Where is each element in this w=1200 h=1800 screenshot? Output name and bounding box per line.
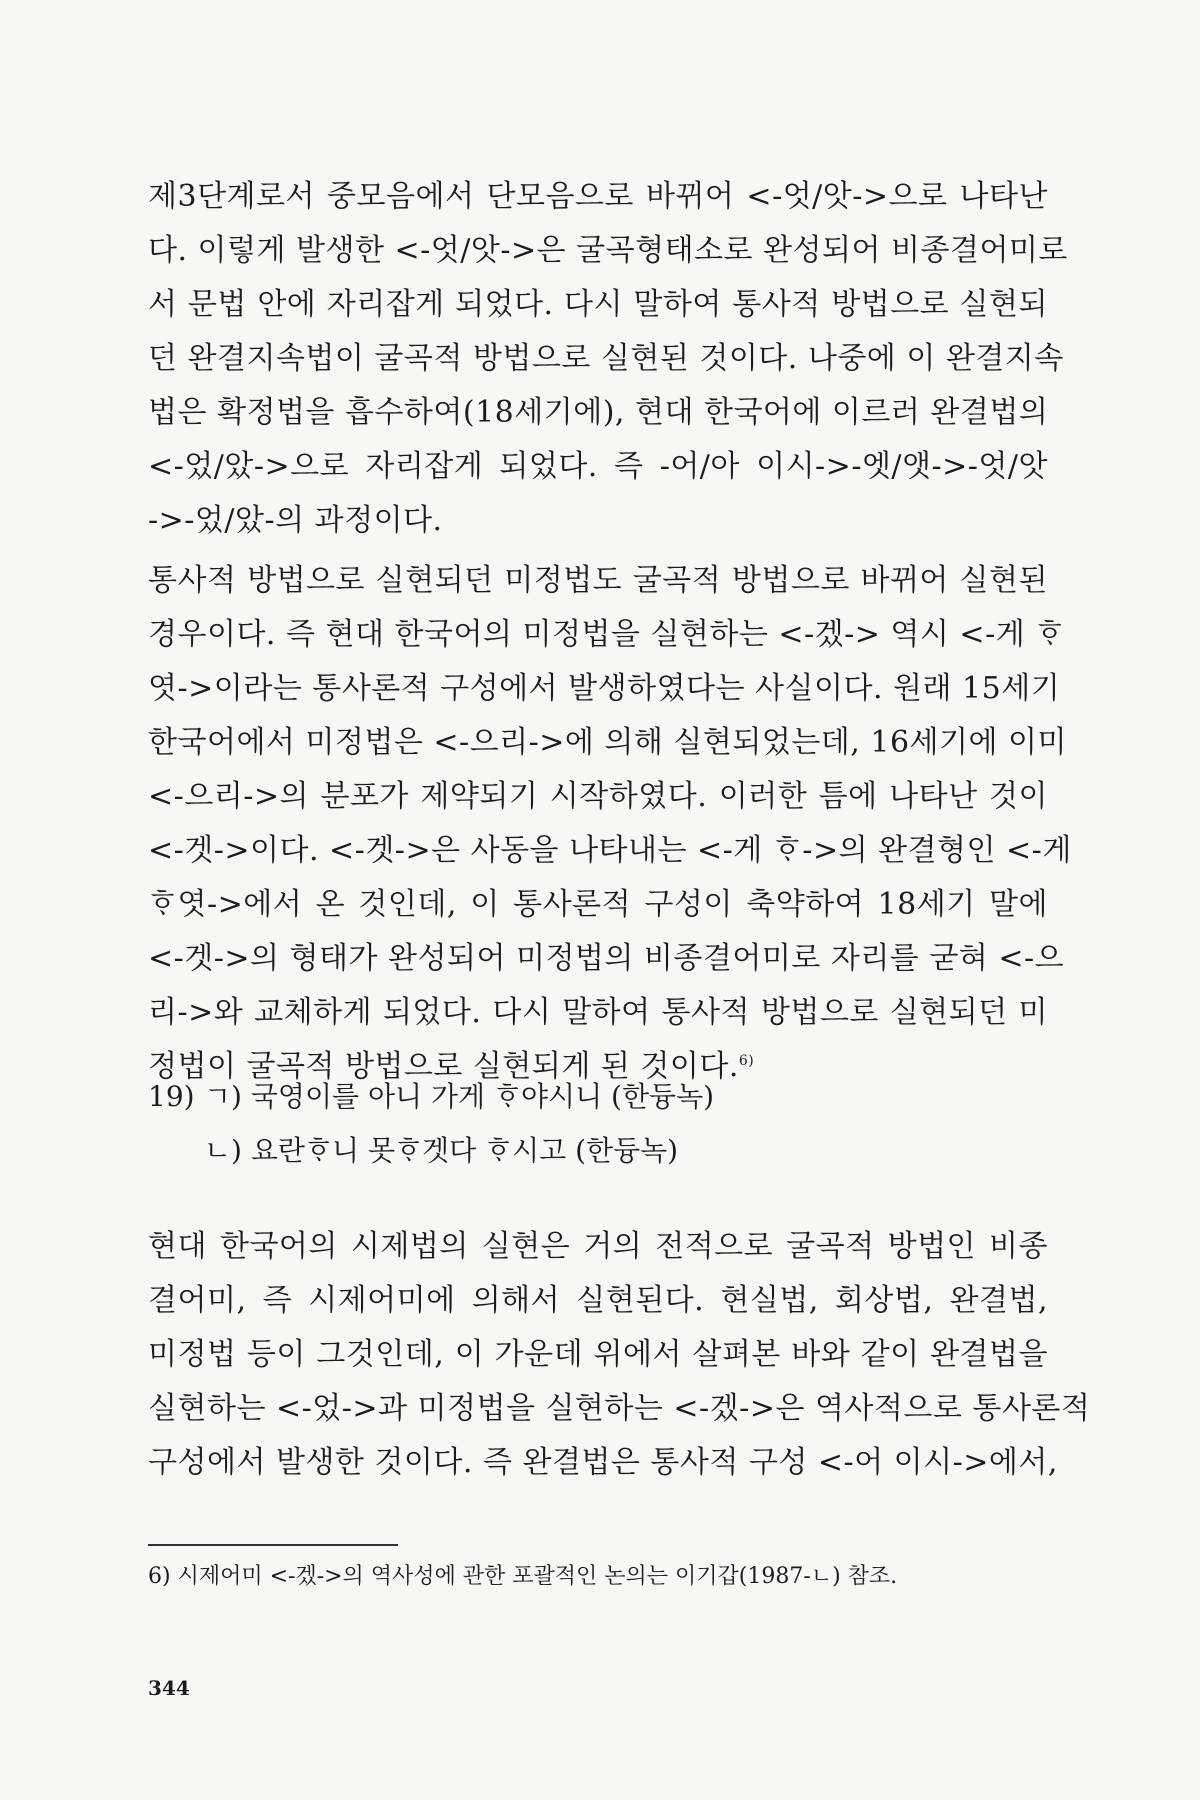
example-block <box>148 1070 1048 1178</box>
text-line: 구성에서 발생한 것이다. 즉 완결법은 통사적 구성 <-어 이시->에서, <box>148 1445 1058 1480</box>
text-line-content: 정법이 굴곡적 방법으로 실현되게 된 것이다. <box>148 1049 739 1084</box>
text-line: 던 완결지속법이 굴곡적 방법으로 실현된 것이다. 나중에 이 완결지속 <box>148 341 1064 376</box>
text-line: <-겟->의 형태가 완성되어 미정법의 비종결어미로 자리를 굳혀 <-으 <box>148 941 1065 976</box>
text-line: 통사적 방법으로 실현되던 미정법도 굴곡적 방법으로 바뀌어 실현된 <box>148 563 1048 598</box>
example-item: ㄴ) 요란ᄒᆞ니 못ᄒᆞ겟다 ᄒᆞ시고 (한듕녹) <box>204 1134 679 1167</box>
text-line: 다. 이렇게 발생한 <-엇/앗->은 굴곡형태소로 완성되어 비종결어미로 <box>148 233 1068 268</box>
text-line: <-겟->이다. <-겟->은 사동을 나타내는 <-게 ᄒᆞ->의 완결형인 <-게 <box>148 833 1072 868</box>
example-line <box>148 1070 1048 1124</box>
text-line: 현대 한국어의 시제법의 실현은 거의 전적으로 굴곡적 방법인 비종 <box>148 1229 1048 1264</box>
text-line: 리->와 교체하게 되었다. 다시 말하여 통사적 방법으로 실현되던 미 <box>148 995 1048 1030</box>
main-text-block <box>148 170 1072 1094</box>
paragraph-3 <box>148 1220 1091 1490</box>
example-item: ㄱ) 국영이를 아니 가게 ᄒᆞ야시니 (한듕녹) <box>204 1080 715 1113</box>
footnote-reference[interactable]: 6) <box>738 1053 755 1069</box>
text-line: 법은 확정법을 흡수하여(18세기에), 현대 한국어에 이르러 완결법의 <box>148 395 1049 430</box>
text-line: ->-었/았-의 과정이다. <box>148 503 443 538</box>
text-line: <-었/았->으로 자리잡게 되었다. 즉 -어/아 이시->-엣/앳->-엇/앗 <box>148 449 1048 484</box>
example-line <box>148 1124 1048 1178</box>
text-line: 한국어에서 미정법은 <-으리->에 의해 실현되었는데, 16세기에 이미 <box>148 725 1067 760</box>
text-line: 미정법 등이 그것인데, 이 가운데 위에서 살펴본 바와 같이 완결법을 <box>148 1337 1048 1372</box>
paragraph-1 <box>148 170 1068 548</box>
footnote-divider <box>148 1544 398 1546</box>
footnote: 6) 시제어미 <-겠->의 역사성에 관한 포괄적인 논의는 이기갑(1987-ㄴ) 참조. <box>148 1564 898 1589</box>
paragraph-2 <box>148 554 1072 1094</box>
example-number: 19) <box>148 1080 195 1113</box>
text-line: 실현하는 <-었->과 미정법을 실현하는 <-겠->은 역사적으로 통사론적 <box>148 1391 1091 1426</box>
page-number: 344 <box>148 1676 190 1700</box>
text-line: 경우이다. 즉 현대 한국어의 미정법을 실현하는 <-겠-> 역시 <-게 ᄒᆞ <box>148 617 1065 652</box>
text-line: 결어미, 즉 시제어미에 의해서 실현된다. 현실법, 회상법, 완결법, <box>148 1283 1048 1318</box>
text-line: 엿->이라는 통사론적 구성에서 발생하였다는 사실이다. 원래 15세기 <box>148 671 1061 706</box>
text-line: ᄒᆞ엿->에서 온 것인데, 이 통사론적 구성이 축약하여 18세기 말에 <box>148 887 1048 922</box>
text-line: 서 문법 안에 자리잡게 되었다. 다시 말하여 통사적 방법으로 실현되 <box>148 287 1048 322</box>
text-line: 제3단계로서 중모음에서 단모음으로 바뀌어 <-엇/앗->으로 나타난 <box>148 179 1048 214</box>
text-line: <-으리->의 분포가 제약되기 시작하였다. 이러한 틈에 나타난 것이 <box>148 779 1048 814</box>
